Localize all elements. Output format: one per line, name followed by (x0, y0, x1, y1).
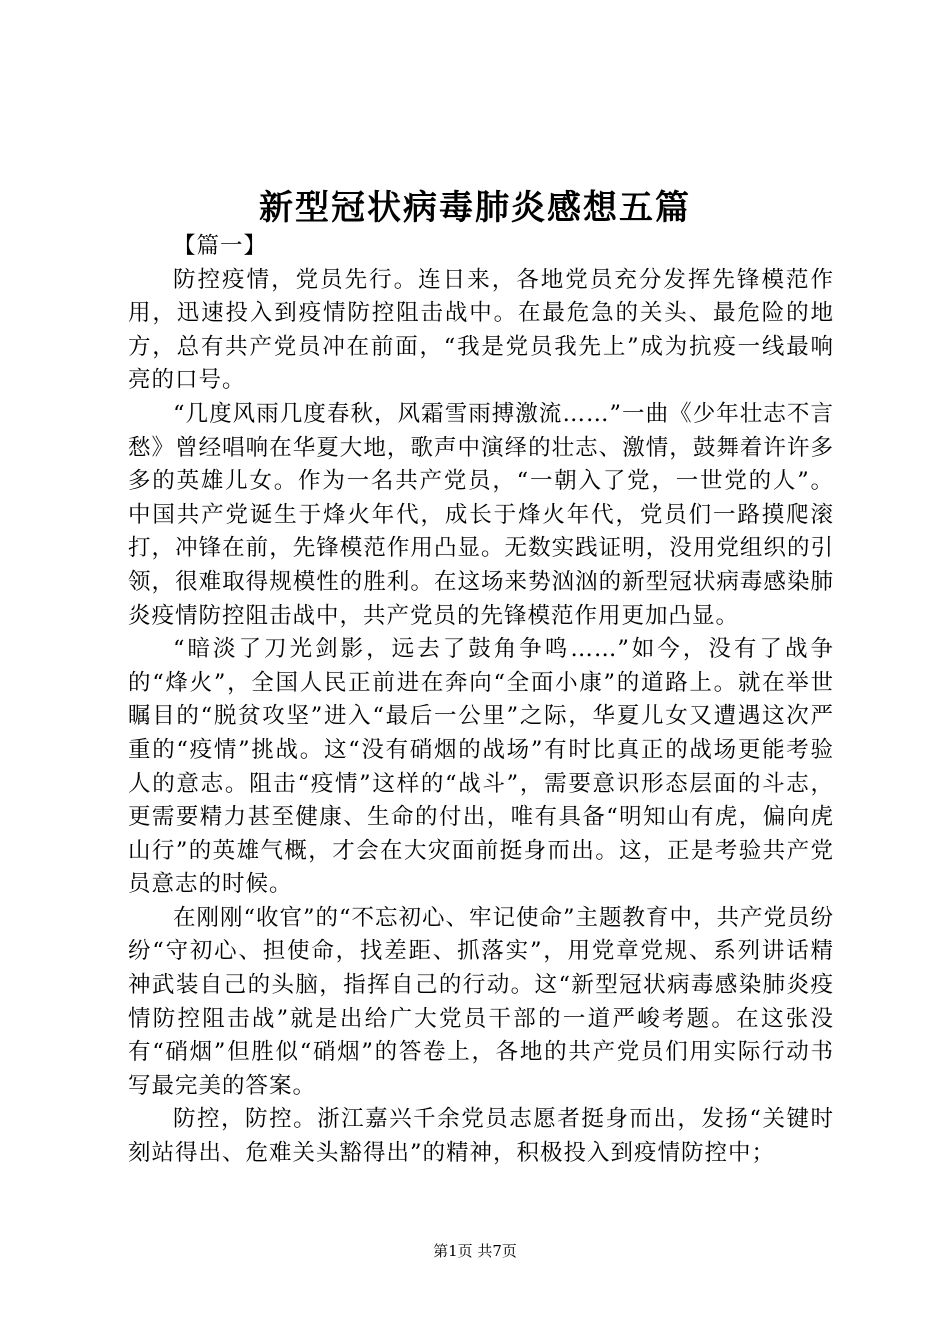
page-footer: 第1页 共7页 (433, 1242, 517, 1260)
document-title: 新型冠状病毒肺炎感想五篇 (259, 188, 691, 228)
document-body (128, 230, 834, 1171)
paragraph-4: 在刚刚“收官”的“不忘初心、牢记使命”主题教育中，共产党员纷纷“守初心、担使命，找差距、抓落实”，用党章党规、系列讲话精神武装自己的头脑，指挥自己的行动。这“新型冠状病毒感染肺炎疫情防控阻击战”就是出给广大党员干部的一道严峻考题。在这张没有“硝烟”但胜似“硝烟”的答卷上，各地的共产党员们用实际行动书写最完美的答案。 (128, 904, 835, 1099)
paragraph-5: 防控，防控。浙江嘉兴千余党员志愿者挺身而出，发扬“关键时刻站得出、危难关头豁得出”的精神，积极投入到疫情防控中； (128, 1106, 834, 1167)
paragraph-1: 防控疫情，党员先行。连日来，各地党员充分发挥先锋模范作用，迅速投入到疫情防控阻击战中。在最危急的关头、最危险的地方，总有共产党员冲在前面，“我是党员我先上”成为抗疫一线最响亮的口号。 (128, 266, 834, 394)
paragraph-2: “几度风雨几度春秋，风霜雪雨搏激流……”一曲《少年壮志不言愁》曾经唱响在华夏大地，歌声中演绎的壮志、激情，鼓舞着许许多多的英雄儿女。作为一名共产党员，“一朝入了党，一世党的人”。中国共产党诞生于烽火年代，成长于烽火年代，党员们一路摸爬滚打，冲锋在前，先锋模范作用凸显。无数实践证明，没用党组织的引领，很难取得规模性的胜利。在这场来势汹汹的新型冠状病毒感染肺炎疫情防控阻击战中，共产党员的先锋模范作用更加凸显。 (128, 400, 834, 629)
section-label: 【篇一】 (173, 233, 268, 259)
paragraph-3: “暗淡了刀光剑影，远去了鼓角争鸣……”如今，没有了战争的“烽火”，全国人民正前进在奔向“全面小康”的道路上。就在举世瞩目的“脱贫攻坚”进入“最后一公里”之际，华夏儿女又遭遇这次严重的“疫情”挑战。这“没有硝烟的战场”有时比真正的战场更能考验人的意志。阻击“疫情”这样的“战斗”，需要意识形态层面的斗志，更需要精力甚至健康、生命的付出，唯有具备“明知山有虎，偏向虎山行”的英雄气概，才会在大灾面前挺身而出。这，正是考验共产党员意志的时候。 (128, 636, 834, 898)
